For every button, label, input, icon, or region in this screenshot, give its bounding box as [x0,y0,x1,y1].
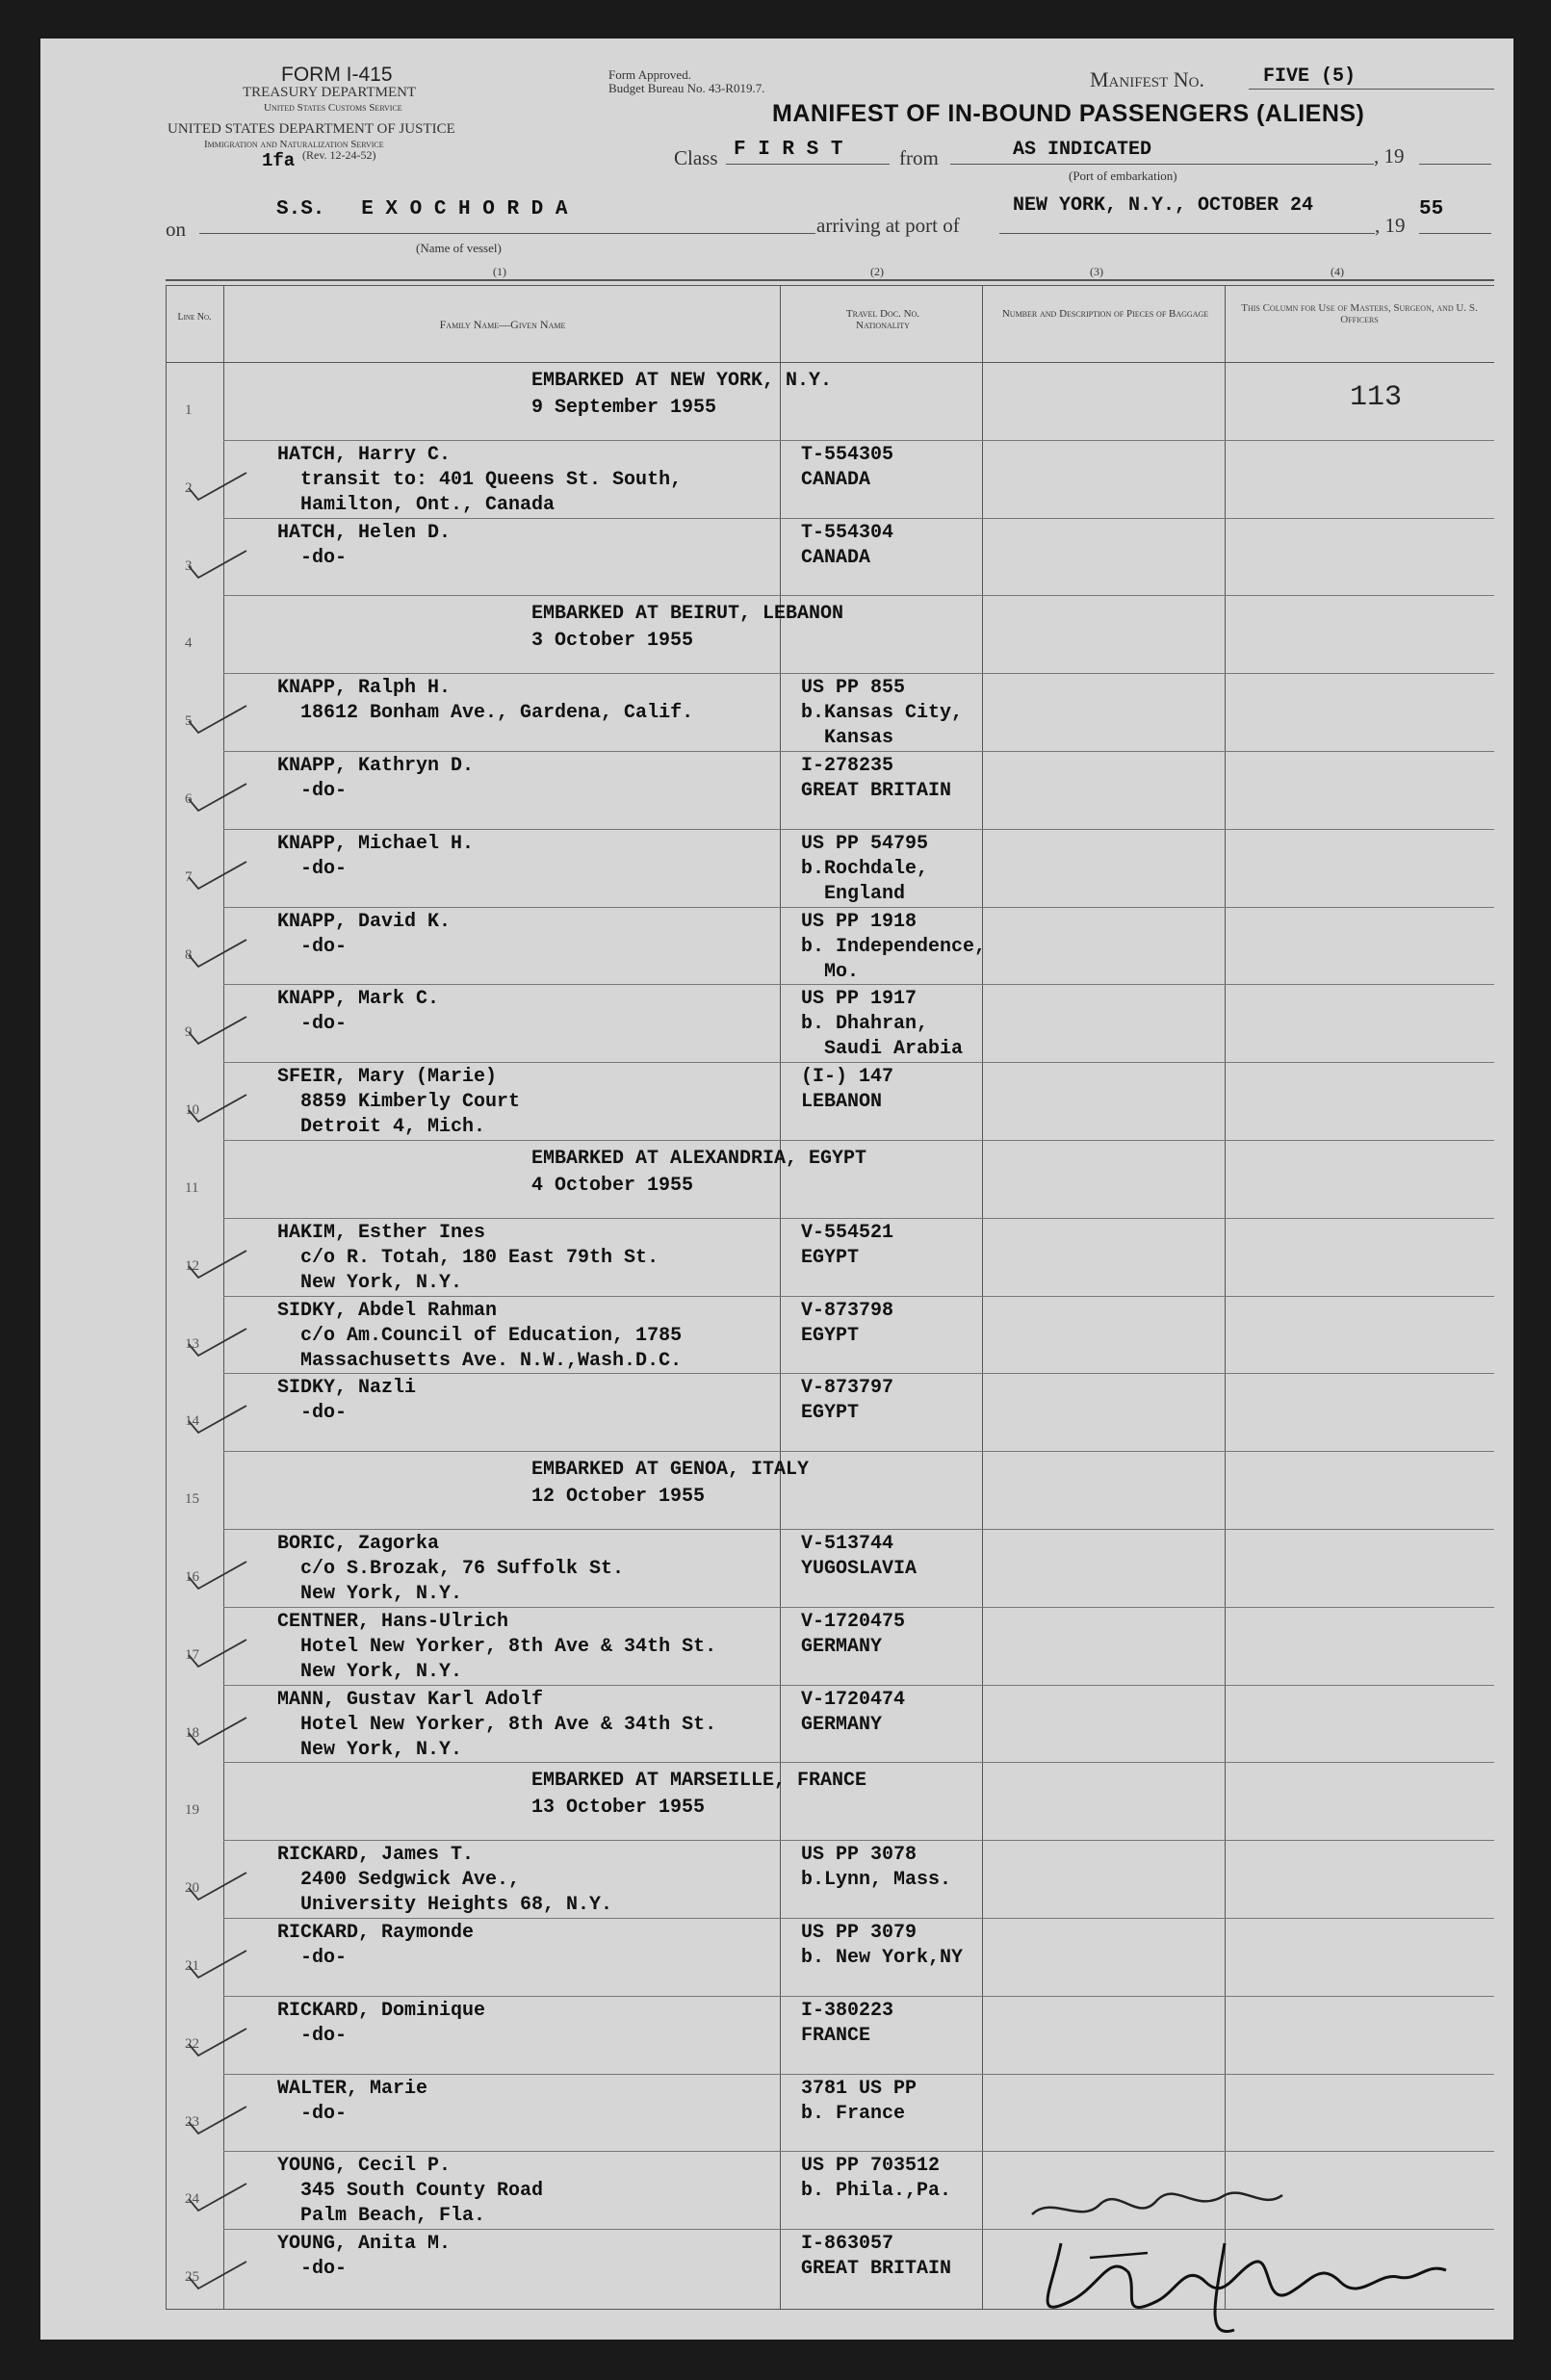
line-number: 23 [185,2113,199,2130]
nationality: GREAT BRITAIN [801,780,952,802]
officer-stamp-number: 113 [1350,381,1403,414]
passenger-name: KNAPP, Kathryn D. [277,755,475,777]
port-of-embarkation: AS INDICATED [1013,139,1152,161]
line-number: 19 [185,1802,199,1819]
passenger-address: New York, N.Y. [277,1271,463,1294]
passenger-address: -do- [277,1947,348,1969]
passenger-name: RICKARD, Raymonde [277,1922,475,1944]
passenger-address: c/o R. Totah, 180 East 79th St. [277,1246,659,1269]
travel-doc-number: US PP 855 [801,677,906,700]
nationality: LEBANON [801,1091,883,1114]
travel-doc-number: I-863057 [801,2233,894,2256]
passenger-name: KNAPP, Mark C. [277,988,440,1011]
department-of-justice: UNITED STATES DEPARTMENT OF JUSTICE [168,121,455,137]
travel-doc-number: (I-) 147 [801,1066,894,1089]
passenger-address: -do- [277,546,348,569]
passenger-name: RICKARD, Dominique [277,1999,486,2022]
nationality: Saudi Arabia [801,1038,964,1061]
check-mark-icon [185,1089,252,1127]
embarkation-heading: EMBARKED AT NEW YORK, N.Y. [531,370,833,392]
column-number-1: (1) [493,265,506,278]
passenger-address: 345 South County Road [277,2180,544,2203]
passenger-address: 2400 Sedgwick Ave., [277,1869,521,1892]
line-number: 8 [185,946,193,963]
passenger-name: WALTER, Marie [277,2077,428,2100]
embarkation-date: 4 October 1955 [531,1175,694,1197]
nationality: Mo. [801,960,860,983]
check-mark-icon [185,1323,252,1361]
passenger-address: -do- [277,935,348,958]
arrival-year: 55 [1419,198,1444,220]
passenger-name: KNAPP, Ralph H. [277,677,452,700]
line-number: 15 [185,1491,199,1508]
column-number-3: (3) [1090,265,1103,278]
check-mark-icon [185,467,252,505]
vessel-name: S.S. E X O C H O R D A [276,198,568,220]
embarkation-date: 3 October 1955 [531,630,694,653]
passenger-address: Hotel New Yorker, 8th Ave & 34th St. [277,1635,717,1658]
class-value: F I R S T [734,139,843,161]
nationality: CANADA [801,546,871,569]
embarkation-heading: EMBARKED AT BEIRUT, LEBANON [531,603,844,626]
check-mark-icon [185,1712,252,1750]
revision-date: (Rev. 12-24-52) [302,148,376,162]
passenger-address: Palm Beach, Fla. [277,2205,486,2228]
manifest-title: MANIFEST OF IN-BOUND PASSENGERS (ALIENS) [772,100,1365,127]
passenger-address: New York, N.Y. [277,1660,463,1683]
year2-prefix: , 19 [1375,214,1406,237]
class-label: Class [674,146,718,169]
check-mark-icon [185,2101,252,2139]
line-number: 7 [185,868,193,885]
travel-doc-number: V-1720474 [801,1688,906,1711]
line-number: 14 [185,1413,199,1430]
passenger-name: KNAPP, David K. [277,910,452,933]
line-number: 13 [185,1335,199,1352]
column-number-2: (2) [870,265,884,278]
line-number: 16 [185,1569,199,1585]
embarkation-heading: EMBARKED AT GENOA, ITALY [531,1459,810,1482]
check-mark-icon [185,1400,252,1438]
passenger-name: MANN, Gustav Karl Adolf [277,1688,544,1711]
passenger-name: SIDKY, Nazli [277,1377,417,1400]
nationality: FRANCE [801,2024,871,2047]
passenger-address: -do- [277,2024,348,2047]
nationality: b.Rochdale, [801,857,929,880]
passenger-name: HATCH, Helen D. [277,521,452,544]
line-number: 24 [185,2191,199,2208]
passenger-address: -do- [277,780,348,802]
check-mark-icon [185,1011,252,1049]
nationality: GERMANY [801,1713,883,1736]
check-mark-icon [185,856,252,894]
line-number: 12 [185,1257,199,1274]
embarkation-date: 12 October 1955 [531,1486,706,1509]
nationality: GERMANY [801,1635,883,1658]
check-mark-icon [185,1634,252,1672]
form-number: FORM I-415 [281,64,393,86]
embarkation-date: 9 September 1955 [531,397,717,419]
passenger-name: YOUNG, Anita M. [277,2233,452,2256]
from-label: from [899,146,939,169]
officer-signature [994,2157,1494,2349]
on-label: on [166,218,186,241]
travel-doc-number: US PP 703512 [801,2155,941,2178]
line-number: 11 [185,1180,199,1196]
line-number: 5 [185,713,193,730]
travel-doc-number: I-278235 [801,755,894,777]
line-number: 4 [185,635,193,652]
budget-bureau: Budget Bureau No. 43-R019.7. [608,81,765,95]
nationality: b. France [801,2102,906,2125]
passenger-name: CENTNER, Hans-Ulrich [277,1610,509,1633]
form-approved: Form Approved. [608,67,691,82]
check-mark-icon [185,2023,252,2061]
passenger-name: HATCH, Harry C. [277,443,452,466]
check-mark-icon [185,1556,252,1594]
arrival-port-date: NEW YORK, N.Y., OCTOBER 24 [1013,194,1314,217]
line-number: 3 [185,557,193,574]
passenger-name: BORIC, Zagorka [277,1533,440,1555]
line-number: 6 [185,791,193,807]
passenger-address: Massachusetts Ave. N.W.,Wash.D.C. [277,1349,683,1372]
port-embarkation-note: (Port of embarkation) [1069,168,1177,183]
travel-doc-number: US PP 1917 [801,988,918,1011]
travel-doc-number: 3781 US PP [801,2077,918,2100]
line-number: 20 [185,1880,199,1897]
passenger-address: University Heights 68, N.Y. [277,1894,613,1917]
travel-doc-number: V-873798 [801,1299,894,1322]
nationality: YUGOSLAVIA [801,1558,918,1580]
passenger-address: Hotel New Yorker, 8th Ave & 34th St. [277,1713,717,1736]
nationality: EGYPT [801,1246,860,1269]
nationality: b. Dhahran, [801,1013,929,1036]
passenger-address: -do- [277,1402,348,1425]
check-mark-icon [185,1867,252,1905]
nationality: EGYPT [801,1402,860,1425]
passenger-name: SIDKY, Abdel Rahman [277,1299,498,1322]
passenger-name: KNAPP, Michael H. [277,832,475,855]
column-header-officers: This Column for Use of Masters, Surgeon, and U. S. Officers [1241,302,1478,325]
travel-doc-number: I-380223 [801,1999,894,2022]
nationality: b. Phila.,Pa. [801,2180,952,2203]
vessel-note: (Name of vessel) [416,241,502,255]
embarkation-heading: EMBARKED AT MARSEILLE, FRANCE [531,1770,867,1793]
ins-service: Immigration and Naturalization Service [204,139,384,150]
passenger-address: 8859 Kimberly Court [277,1091,521,1114]
column-header-line: Line No. [177,312,212,323]
check-mark-icon [185,700,252,738]
year-prefix: , 19 [1374,144,1405,168]
revision-code: 1fa [262,150,296,171]
travel-doc-number: V-873797 [801,1377,894,1400]
passenger-address: -do- [277,2102,348,2125]
passenger-address: Detroit 4, Mich. [277,1116,486,1139]
nationality: b. Independence, [801,935,987,958]
line-number: 10 [185,1102,199,1119]
nationality: GREAT BRITAIN [801,2258,952,2281]
passenger-address: c/o Am.Council of Education, 1785 [277,1324,683,1347]
nationality: b. New York,NY [801,1947,964,1969]
travel-doc-number: T-554304 [801,521,894,544]
passenger-address: New York, N.Y. [277,1583,463,1605]
passenger-name: RICKARD, James T. [277,1844,475,1867]
line-number: 21 [185,1958,199,1974]
line-number: 18 [185,1724,199,1741]
embarkation-date: 13 October 1955 [531,1797,706,1820]
passenger-address: transit to: 401 Queens St. South, [277,468,683,491]
passenger-address: -do- [277,2258,348,2281]
check-mark-icon [185,2178,252,2216]
check-mark-icon [185,778,252,816]
passenger-address: 18612 Bonham Ave., Gardena, Calif. [277,702,694,725]
column-header-name: Family Name—Given Name [439,318,566,331]
travel-doc-number: V-554521 [801,1221,894,1244]
nationality: EGYPT [801,1324,860,1347]
column-header-travel: Travel Doc. No. Nationality [845,308,920,331]
passenger-address: c/o S.Brozak, 76 Suffolk St. [277,1558,625,1580]
travel-doc-number: US PP 3078 [801,1844,918,1867]
travel-doc-number: V-1720475 [801,1610,906,1633]
line-number: 2 [185,479,193,496]
check-mark-icon [185,1945,252,1983]
column-number-4: (4) [1331,265,1344,278]
travel-doc-number: V-513744 [801,1533,894,1555]
passenger-address: -do- [277,1013,348,1036]
column-header-baggage: Number and Description of Pieces of Baggage [1001,308,1209,320]
travel-doc-number: US PP 3079 [801,1922,918,1944]
passenger-address: New York, N.Y. [277,1738,463,1761]
manifest-number: FIVE (5) [1263,65,1357,88]
manifest-label: Manifest No. [1090,67,1204,91]
travel-doc-number: US PP 1918 [801,910,918,933]
nationality: England [801,882,906,905]
passenger-name: SFEIR, Mary (Marie) [277,1066,498,1089]
nationality: CANADA [801,468,871,491]
passenger-address: Hamilton, Ont., Canada [277,493,556,516]
check-mark-icon [185,1245,252,1283]
line-number: 17 [185,1646,199,1663]
line-number: 25 [185,2269,199,2286]
manifest-page [40,39,1513,2340]
passenger-address: -do- [277,857,348,880]
check-mark-icon [185,934,252,972]
nationality: b.Kansas City, [801,702,964,725]
passenger-name: YOUNG, Cecil P. [277,2155,452,2178]
nationality: b.Lynn, Mass. [801,1869,952,1892]
line-number: 9 [185,1024,193,1041]
arriving-label: arriving at port of [816,214,960,237]
check-mark-icon [185,545,252,583]
passenger-name: HAKIM, Esther Ines [277,1221,486,1244]
check-mark-icon [185,2256,252,2294]
nationality: Kansas [801,727,894,750]
line-number: 22 [185,2035,199,2052]
embarkation-heading: EMBARKED AT ALEXANDRIA, EGYPT [531,1148,867,1170]
travel-doc-number: T-554305 [801,443,894,466]
treasury-department: TREASURY DEPARTMENT [243,85,417,100]
customs-service: United States Customs Service [264,102,402,114]
travel-doc-number: US PP 54795 [801,832,929,855]
line-number: 1 [185,402,193,418]
